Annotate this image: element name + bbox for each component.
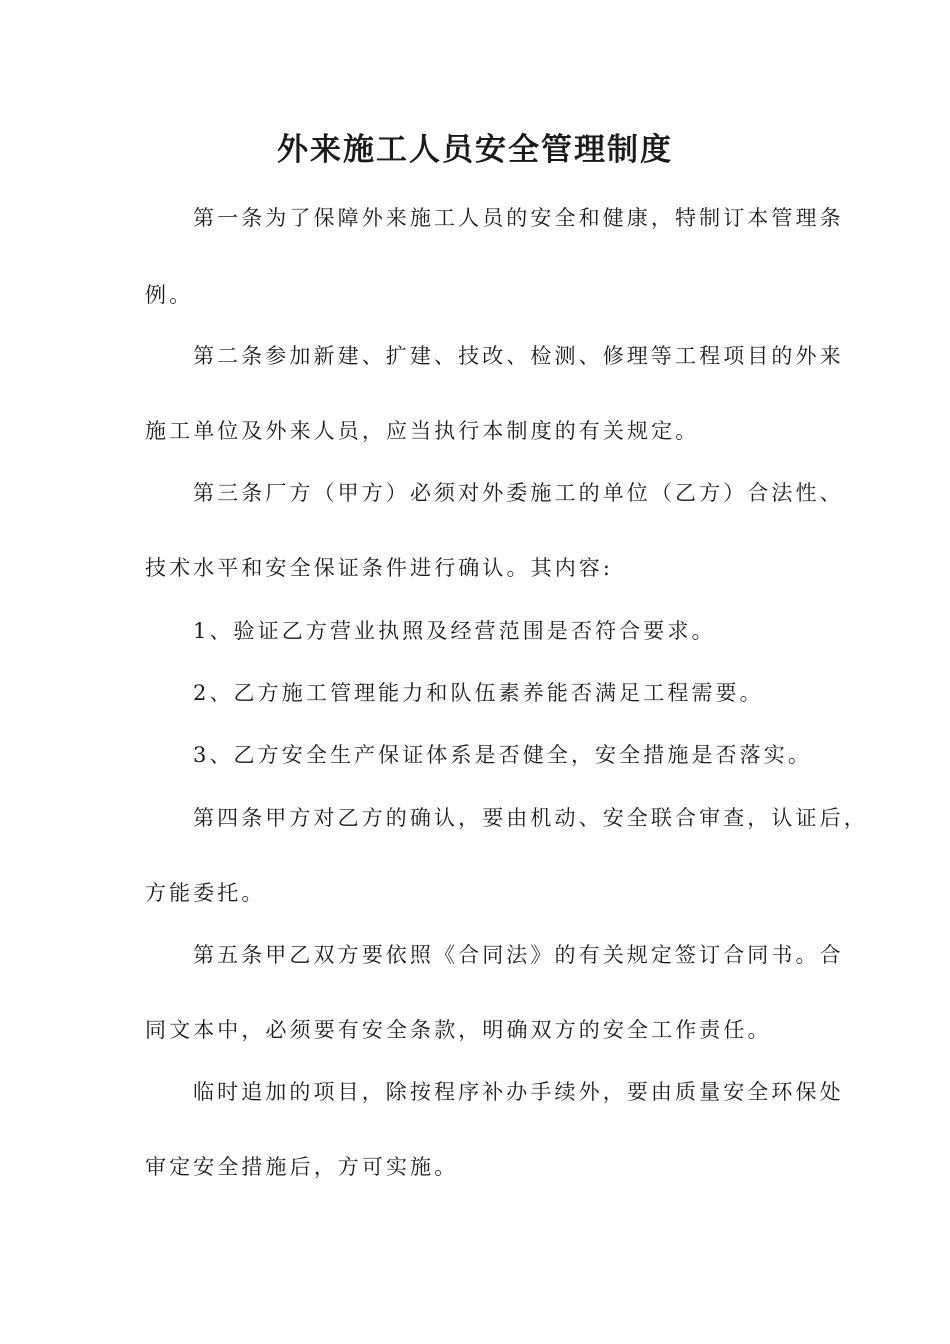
list-item-1: 1、验证乙方营业执照及经营范围是否符合要求。	[193, 619, 716, 643]
list-item-2: 2、乙方施工管理能力和队伍素养能否满足工程需要。	[193, 681, 764, 705]
article-1-line-1: 第一条为了保障外来施工人员的安全和健康，特制订本管理条	[193, 206, 844, 230]
article-4-line-2: 方能委托。	[145, 881, 266, 905]
article-4-line-1: 第四条甲方对乙方的确认，要由机动、安全联合审查，认证后，	[193, 806, 868, 830]
article-3-line-2: 技术水平和安全保证条件进行确认。其内容:	[145, 556, 614, 580]
article-5-line-2: 同文本中，必须要有安全条款，明确双方的安全工作责任。	[145, 1018, 772, 1042]
article-3-line-1: 第三条厂方（甲方）必须对外委施工的单位（乙方）合法性、	[193, 481, 844, 505]
article-2-line-2: 施工单位及外来人员，应当执行本制度的有关规定。	[145, 419, 700, 443]
additional-clause-line-2: 审定安全措施后，方可实施。	[145, 1155, 459, 1179]
article-2-line-1: 第二条参加新建、扩建、技改、检测、修理等工程项目的外来	[193, 344, 844, 368]
additional-clause-line-1: 临时追加的项目，除按程序补办手续外，要由质量安全环保处	[193, 1080, 844, 1104]
article-5-line-1: 第五条甲乙双方要依照《合同法》的有关规定签订合同书。合	[193, 943, 844, 967]
list-item-3: 3、乙方安全生产保证体系是否健全，安全措施是否落实。	[193, 743, 812, 767]
document-title: 外来施工人员安全管理制度	[277, 132, 673, 168]
article-1-line-2: 例。	[145, 283, 194, 307]
